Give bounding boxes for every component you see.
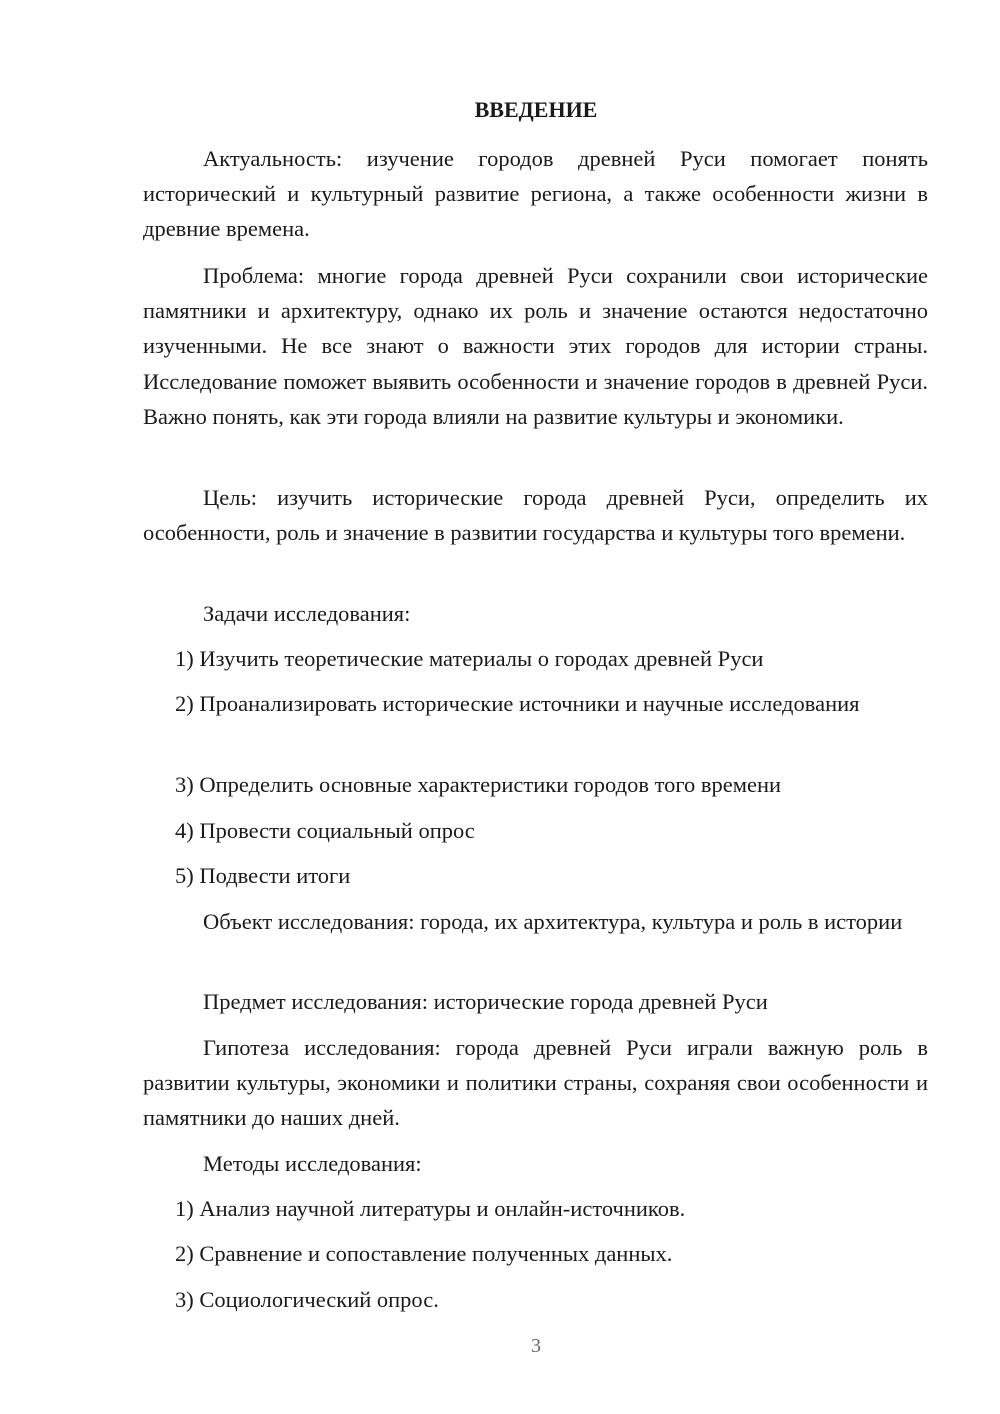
task-item-5: 5) Подвести итоги bbox=[175, 863, 351, 888]
task-item-2: 2) Проанализировать исторические источники и научные исследования bbox=[175, 691, 860, 716]
method-item-2: 2) Сравнение и сопоставление полученных данных. bbox=[175, 1241, 673, 1266]
page-title: ВВЕДЕНИЕ bbox=[474, 97, 598, 122]
page-number: 3 bbox=[531, 1335, 541, 1357]
paragraph-problem: Проблема: многие города древней Руси сохранили свои исторические памятники и архитектуру, однако их роль и значение остаются недостаточно изученными. Не все знают о важности этих городов для истории страны. Исследование поможет выявить особенности и значение городов в древней Руси. Важно понять, как эти города влияли на развитие культуры и экономики. bbox=[143, 263, 928, 429]
paragraph-object: Объект исследования: города, их архитектура, культура и роль в истории bbox=[203, 909, 903, 934]
paragraph-relevance: Актуальность: изучение городов древней Руси помогает понять исторический и культурный развитие региона, а также особенности жизни в древние времена. bbox=[143, 146, 928, 242]
methods-heading: Методы исследования: bbox=[203, 1151, 422, 1176]
task-item-4: 4) Провести социальный опрос bbox=[175, 818, 475, 843]
tasks-heading: Задачи исследования: bbox=[203, 601, 411, 626]
task-item-1: 1) Изучить теоретические материалы о городах древней Руси bbox=[175, 646, 764, 671]
method-item-1: 1) Анализ научной литературы и онлайн-источников. bbox=[175, 1196, 686, 1221]
method-item-3: 3) Социологический опрос. bbox=[175, 1287, 439, 1312]
paragraph-subject: Предмет исследования: исторические города древней Руси bbox=[203, 989, 768, 1014]
paragraph-goal: Цель: изучить исторические города древней Руси, определить их особенности, роль и значение в развитии государства и культуры того времени. bbox=[143, 485, 928, 546]
paragraph-hypothesis: Гипотеза исследования: города древней Руси играли важную роль в развитии культуры, экономики и политики страны, сохраняя свои особенности и памятники до наших дней. bbox=[143, 1035, 928, 1131]
task-item-3: 3) Определить основные характеристики городов того времени bbox=[175, 772, 782, 797]
